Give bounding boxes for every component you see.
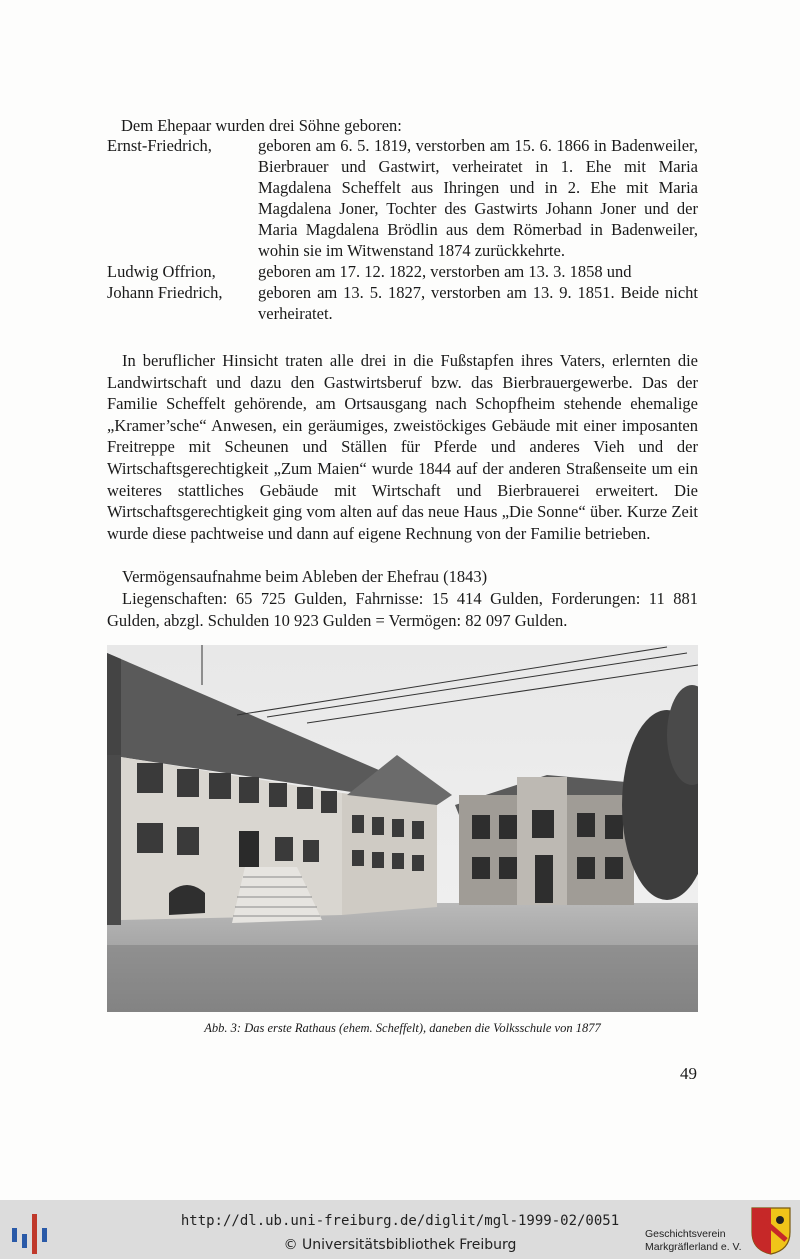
society-line: Geschichtsverein: [645, 1228, 726, 1240]
son-description: geboren am 6. 5. 1819, verstorben am 15. 6. 1866 in Badenweiler, Bierbrauer und Gastwirt, verheiratet in 1. Ehe mit Maria Magdalena Scheffelt aus Ihringen und in 2. Ehe mit Maria Magdalena Joner, Tochter des Gastwirts Johann Joner und der Maria Magdalena Brödlin aus dem Römerbad in Badenweiler, wohin sie im Witwenstand 1874 zurückkehrte.: [258, 136, 698, 260]
son-description: geboren am 17. 12. 1822, verstorben am 13. 3. 1858 und: [258, 262, 632, 281]
son-description: geboren am 13. 5. 1827, verstorben am 13. 9. 1851. Beide nicht verheiratet.: [258, 283, 698, 323]
son-entry: [107, 135, 698, 261]
document-url-link[interactable]: http://dl.ub.uni-freiburg.de/diglit/mgl-1999-02/0051: [180, 1213, 620, 1229]
page-number: 49: [680, 1064, 697, 1083]
figure-caption: Abb. 3: Das erste Rathaus (ehem. Scheffelt), daneben die Volksschule von 1877: [204, 1021, 601, 1035]
body-paragraph: Liegenschaften: 65 725 Gulden, Fahrnisse: 15 414 Gulden, Forderungen: 11 881 Gulden, abzgl. Schulden 10 923 Gulden = Vermögen: 82 097 Gulden.: [107, 589, 698, 630]
son-name: Ludwig Offrion,: [107, 262, 216, 281]
son-name: Ernst-Friedrich,: [107, 136, 212, 155]
sons-list: [107, 135, 698, 324]
copyright-text: © Universitätsbibliothek Freiburg: [283, 1237, 517, 1253]
society-line: Markgräflerland e. V.: [645, 1241, 742, 1253]
society-name: [645, 1228, 742, 1254]
town-square-photo: [107, 645, 698, 1012]
body-paragraph: In beruflicher Hinsicht traten alle drei in die Fußstapfen ihres Vaters, erlernten die Landwirtschaft und dazu den Gastwirtsberuf bzw. das Bierbrauergewerbe. Das der Familie Scheffelt gehörende, am Ortsausgang nach Schopfheim stehende ehemalige „Kramer’sche“ Anwesen, ein geräumiges, zweistöckiges Gebäude mit einer imposanten Freitreppe mit Scheunen und Ställen für Pferde und anderes Vieh und der Wirtschaftsgerechtigkeit „Zum Maien“ wurde 1844 auf der anderen Straßenseite um ein weiteres stattliches Gebäude mit Wirtschaft und Bierbrauerei erweitert. Die Wirtschaftsgerechtigkeit ging vom alten auf das neue Haus „Die Sonne“ über. Kurze Zeit wurde diese pachtweise und dann auf eigene Rechnung von der Familie betrieben.: [107, 351, 698, 543]
body-paragraph: Vermögensaufnahme beim Ableben der Ehefrau (1843): [122, 567, 488, 586]
historic-photo: [107, 645, 698, 1012]
son-entry: [107, 261, 698, 282]
coat-of-arms-icon: [750, 1206, 792, 1256]
son-entry: [107, 282, 698, 324]
intro-line: Dem Ehepaar wurden drei Söhne geboren:: [121, 116, 402, 135]
son-name: Johann Friedrich,: [107, 283, 223, 302]
